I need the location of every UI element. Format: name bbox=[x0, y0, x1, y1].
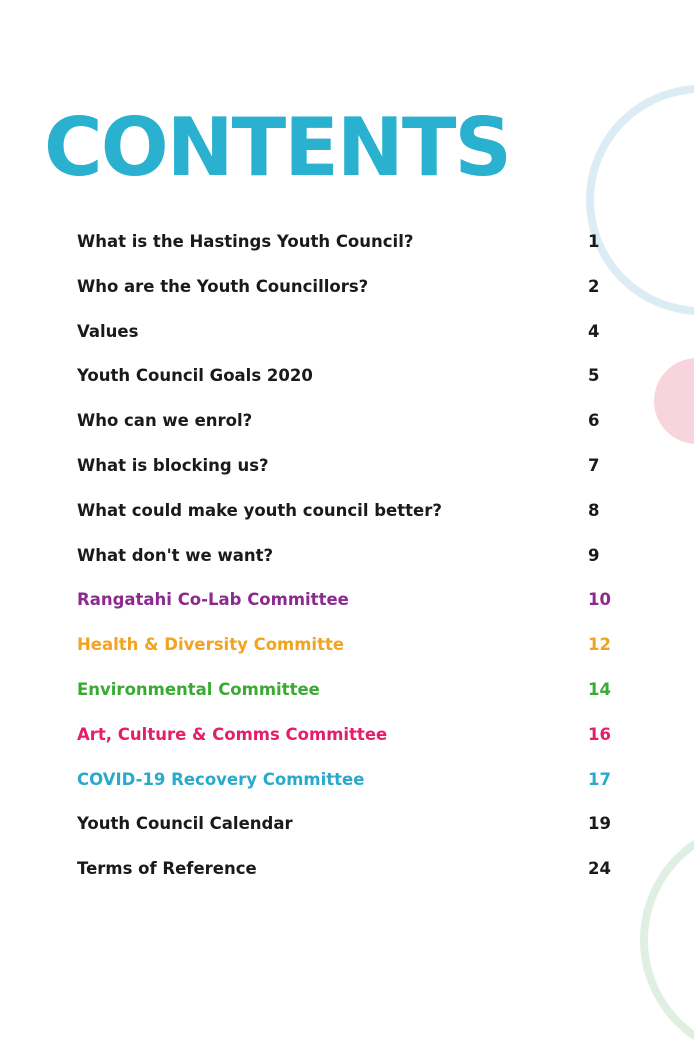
toc-entry-youth-council-calendar[interactable] bbox=[77, 812, 617, 857]
toc-entry-page: 1 bbox=[588, 232, 600, 251]
toc-entry-hastings-youth-council[interactable] bbox=[77, 230, 617, 275]
toc-entry-art-culture-comms-committee[interactable] bbox=[77, 723, 617, 768]
toc-entry-covid-recovery-committee[interactable] bbox=[77, 768, 617, 813]
toc-entry-page: 4 bbox=[588, 321, 600, 341]
toc-entry-page: 6 bbox=[588, 411, 600, 431]
toc-entry-label: Art, Culture & Comms Committee bbox=[77, 724, 388, 744]
toc-entry-label: Youth Council Goals 2020 bbox=[77, 366, 313, 386]
toc-entry-rangatahi-committee[interactable] bbox=[77, 588, 617, 633]
toc-entry-page: 19 bbox=[588, 814, 611, 834]
decorative-circle-ring-green bbox=[640, 820, 694, 1060]
toc-entry-page: 17 bbox=[588, 769, 611, 789]
toc-entry-label: What is blocking us? bbox=[77, 455, 269, 475]
toc-entry-page: 10 bbox=[588, 590, 611, 610]
toc-entry-label: What could make youth council better? bbox=[77, 500, 442, 520]
toc-entry-page: 9 bbox=[588, 545, 600, 565]
toc-entry-label: What don't we want? bbox=[77, 545, 274, 565]
toc-entry-label: Youth Council Calendar bbox=[77, 814, 293, 834]
toc-entry-page: 24 bbox=[588, 859, 611, 879]
toc-entry-label: Terms of Reference bbox=[77, 859, 257, 879]
toc-entry-label: Values bbox=[77, 321, 139, 341]
toc-entry-values[interactable] bbox=[77, 320, 617, 365]
toc-entry-label: What is the Hastings Youth Council? bbox=[77, 232, 414, 251]
toc-entry-label: COVID-19 Recovery Committee bbox=[77, 769, 365, 789]
toc-entry-environmental-committee[interactable] bbox=[77, 678, 617, 723]
toc-entry-label: Health & Diversity Committe bbox=[77, 635, 345, 655]
toc-entry-what-dont-we-want[interactable] bbox=[77, 544, 617, 589]
toc-entry-terms-of-reference[interactable] bbox=[77, 857, 617, 902]
toc-entry-page: 8 bbox=[588, 500, 600, 520]
toc-entry-page: 14 bbox=[588, 679, 611, 699]
toc-entry-goals-2020[interactable] bbox=[77, 364, 617, 409]
toc-entry-page: 16 bbox=[588, 724, 611, 744]
toc-entry-who-can-we-enrol[interactable] bbox=[77, 409, 617, 454]
toc-entry-label: Environmental Committee bbox=[77, 679, 320, 699]
toc-entry-page: 2 bbox=[588, 276, 600, 296]
toc-entry-page: 7 bbox=[588, 455, 600, 475]
toc-entry-what-is-blocking-us[interactable] bbox=[77, 454, 617, 499]
toc-entry-page: 5 bbox=[588, 366, 600, 386]
page-title: CONTENTS bbox=[44, 101, 511, 194]
toc-entry-label: Rangatahi Co-Lab Committee bbox=[77, 590, 349, 610]
toc-entry-youth-councillors[interactable] bbox=[77, 275, 617, 320]
toc-entry-page: 12 bbox=[588, 635, 611, 655]
table-of-contents bbox=[77, 230, 617, 902]
toc-entry-label: Who can we enrol? bbox=[77, 411, 253, 431]
toc-entry-health-diversity-committee[interactable] bbox=[77, 633, 617, 678]
decorative-circle-pink bbox=[654, 358, 694, 444]
toc-entry-make-council-better[interactable] bbox=[77, 499, 617, 544]
toc-entry-label: Who are the Youth Councillors? bbox=[77, 276, 369, 296]
